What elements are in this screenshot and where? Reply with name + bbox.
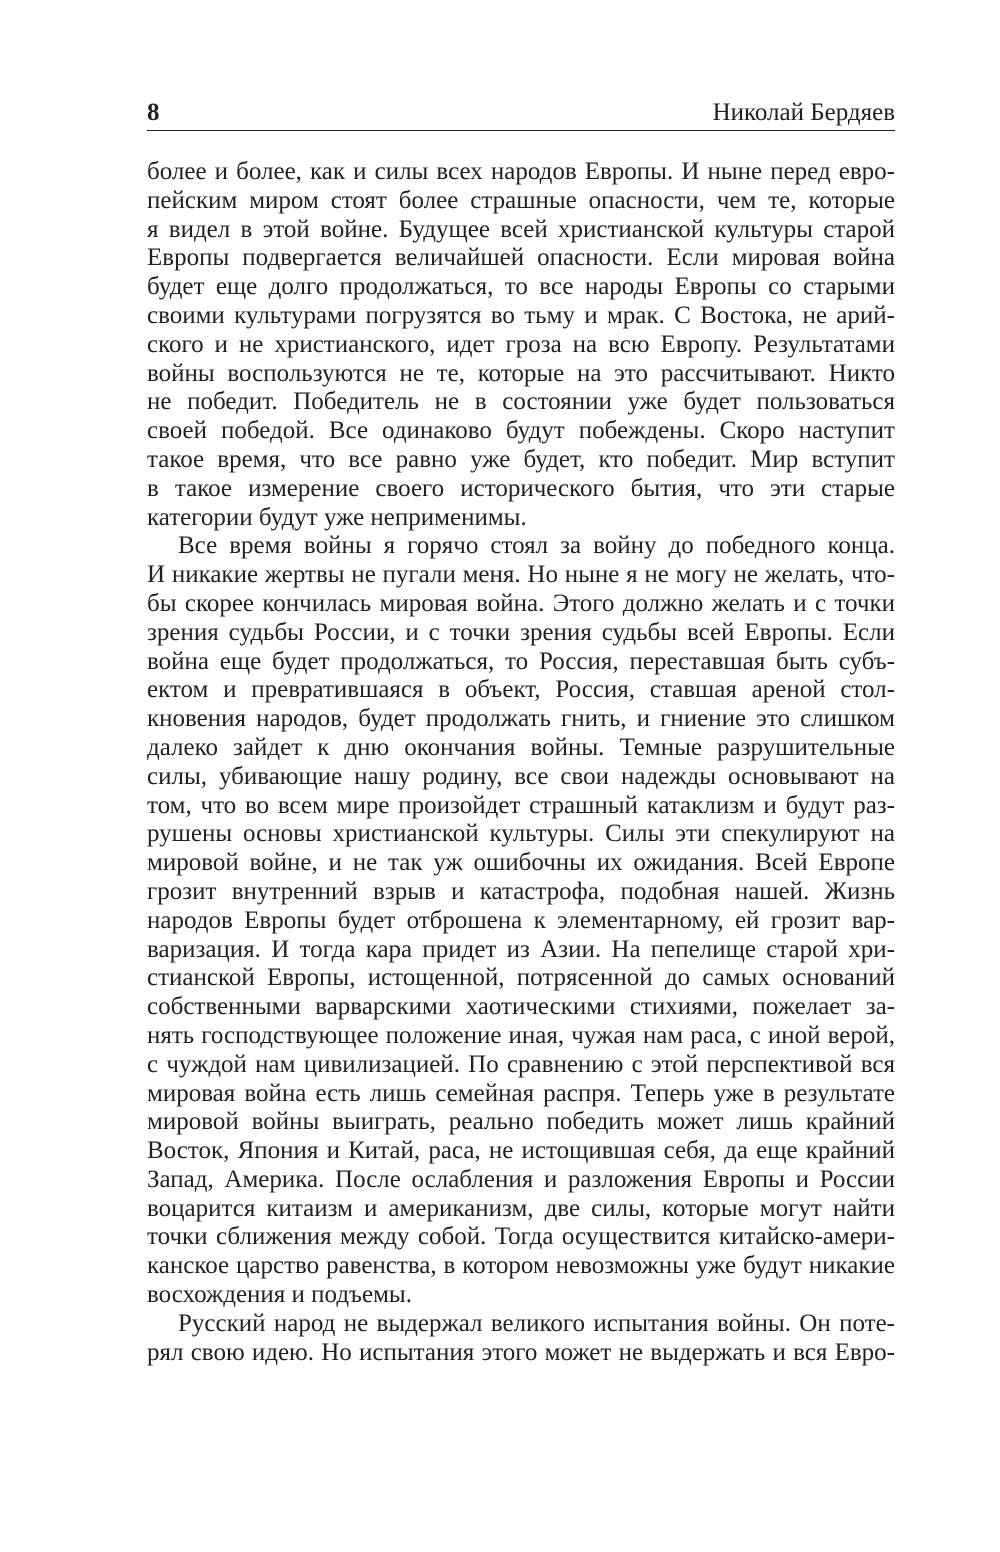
text-line: собственными варварскими хаотическими стихиями, пожелает за-: [147, 993, 895, 1021]
text-line: Русский народ не выдержал великого испытания войны. Он поте-: [178, 1309, 895, 1337]
text-line: бы скорее кончилась мировая война. Этого должно желать и с точки: [147, 589, 895, 617]
text-line: Все время войны я горячо стоял за войну до победного конца.: [178, 532, 895, 560]
text-line: воцарится китаизм и американизм, две силы, которые могут найти: [147, 1194, 895, 1222]
paragraph: [147, 532, 895, 1310]
text-line: более и более, как и силы всех народов Европы. И ныне перед евро-: [147, 158, 895, 185]
paragraph: [147, 158, 895, 532]
text-line: пейским миром стоят более страшные опасности, чем те, которые: [147, 186, 895, 214]
text-line: мировая война есть лишь семейная распря. Теперь уже в результате: [147, 1079, 895, 1107]
text-line: кновения народов, будет продолжать гнить, и гниение это слишком: [147, 705, 895, 733]
page-number: 8: [147, 99, 160, 126]
text-line: варизация. И тогда кара придет из Азии. На пепелище старой хри-: [147, 935, 895, 963]
text-line: том, что во всем мире произойдет страшный катаклизм и будут раз-: [147, 791, 895, 819]
running-header: [147, 98, 895, 128]
text-line: война еще будет продолжаться, то Россия, переставшая быть субъ-: [147, 647, 895, 675]
running-title: Николай Бердяев: [712, 99, 895, 126]
text-line: мировой войне, и не так уж ошибочны их ожидания. Всей Европе: [147, 849, 895, 877]
text-line: канское царство равенства, в котором невозможны уже будут никакие: [147, 1252, 895, 1280]
text-line: в такое измерение своего исторического бытия, что эти старые: [147, 474, 895, 502]
text-line: грозит внутренний взрыв и катастрофа, подобная нашей. Жизнь: [147, 877, 895, 905]
text-line: точки сближения между собой. Тогда осуществится китайско-амери-: [147, 1223, 895, 1251]
text-line: И никакие жертвы не пугали меня. Но ныне я не могу не желать, что-: [147, 561, 895, 589]
text-line: рял свою идею. Но испытания этого может не выдержать и вся Евро-: [147, 1338, 895, 1366]
text-line: Европы подвергается величайшей опасности. Если мировая война: [147, 244, 895, 272]
paragraph: [147, 1310, 895, 1368]
text-line: ского и не христианского, идет гроза на всю Европу. Результатами: [147, 330, 895, 358]
text-line: такое время, что все равно уже будет, кто победит. Мир вступит: [147, 445, 895, 473]
text-line: войны воспользуются не те, которые на это рассчитывают. Никто: [147, 359, 895, 387]
text-line: рушены основы христианской культуры. Силы эти спекулируют на: [147, 820, 895, 848]
text-line: Восток, Япония и Китай, раса, не истощившая себя, да еще крайний: [147, 1137, 895, 1165]
text-line: народов Европы будет отброшена к элементарному, ей грозит вар-: [147, 906, 895, 934]
text-line: мировой войны выиграть, реально победить может лишь крайний: [147, 1108, 895, 1136]
text-line: ектом и превратившаяся в объект, Россия, ставшая ареной стол-: [147, 676, 895, 704]
text-line: категории будут уже неприменимы.: [147, 503, 527, 531]
text-line: своей победой. Все одинаково будут побеждены. Скоро наступит: [147, 417, 895, 445]
text-line: с чуждой нам цивилизацией. По сравнению с этой перспективой вся: [147, 1050, 895, 1078]
text-line: далеко зайдет к дню окончания войны. Темные разрушительные: [147, 733, 895, 761]
text-line: стианской Европы, истощенной, потрясенной до самых оснований: [147, 964, 895, 992]
header-rule: [147, 130, 895, 131]
text-line: Запад, Америка. После ослабления и разложения Европы и России: [147, 1165, 895, 1193]
text-line: силы, убивающие нашу родину, все свои надежды основывают на: [147, 762, 895, 790]
text-line: зрения судьбы России, и с точки зрения судьбы всей Европы. Если: [147, 618, 895, 646]
text-line: будет еще долго продолжаться, то все народы Европы со старыми: [147, 273, 895, 301]
page-body: [147, 158, 895, 1367]
text-line: не победит. Победитель не в состоянии уже будет пользоваться: [147, 388, 895, 416]
text-line: нять господствующее положение иная, чужая нам раса, с иной верой,: [147, 1021, 895, 1049]
text-line: я видел в этой войне. Будущее всей христианской культуры старой: [147, 215, 895, 243]
text-line: восхождения и подъемы.: [147, 1281, 412, 1309]
text-line: своими культурами погрузятся во тьму и мрак. С Востока, не арий-: [147, 301, 895, 329]
